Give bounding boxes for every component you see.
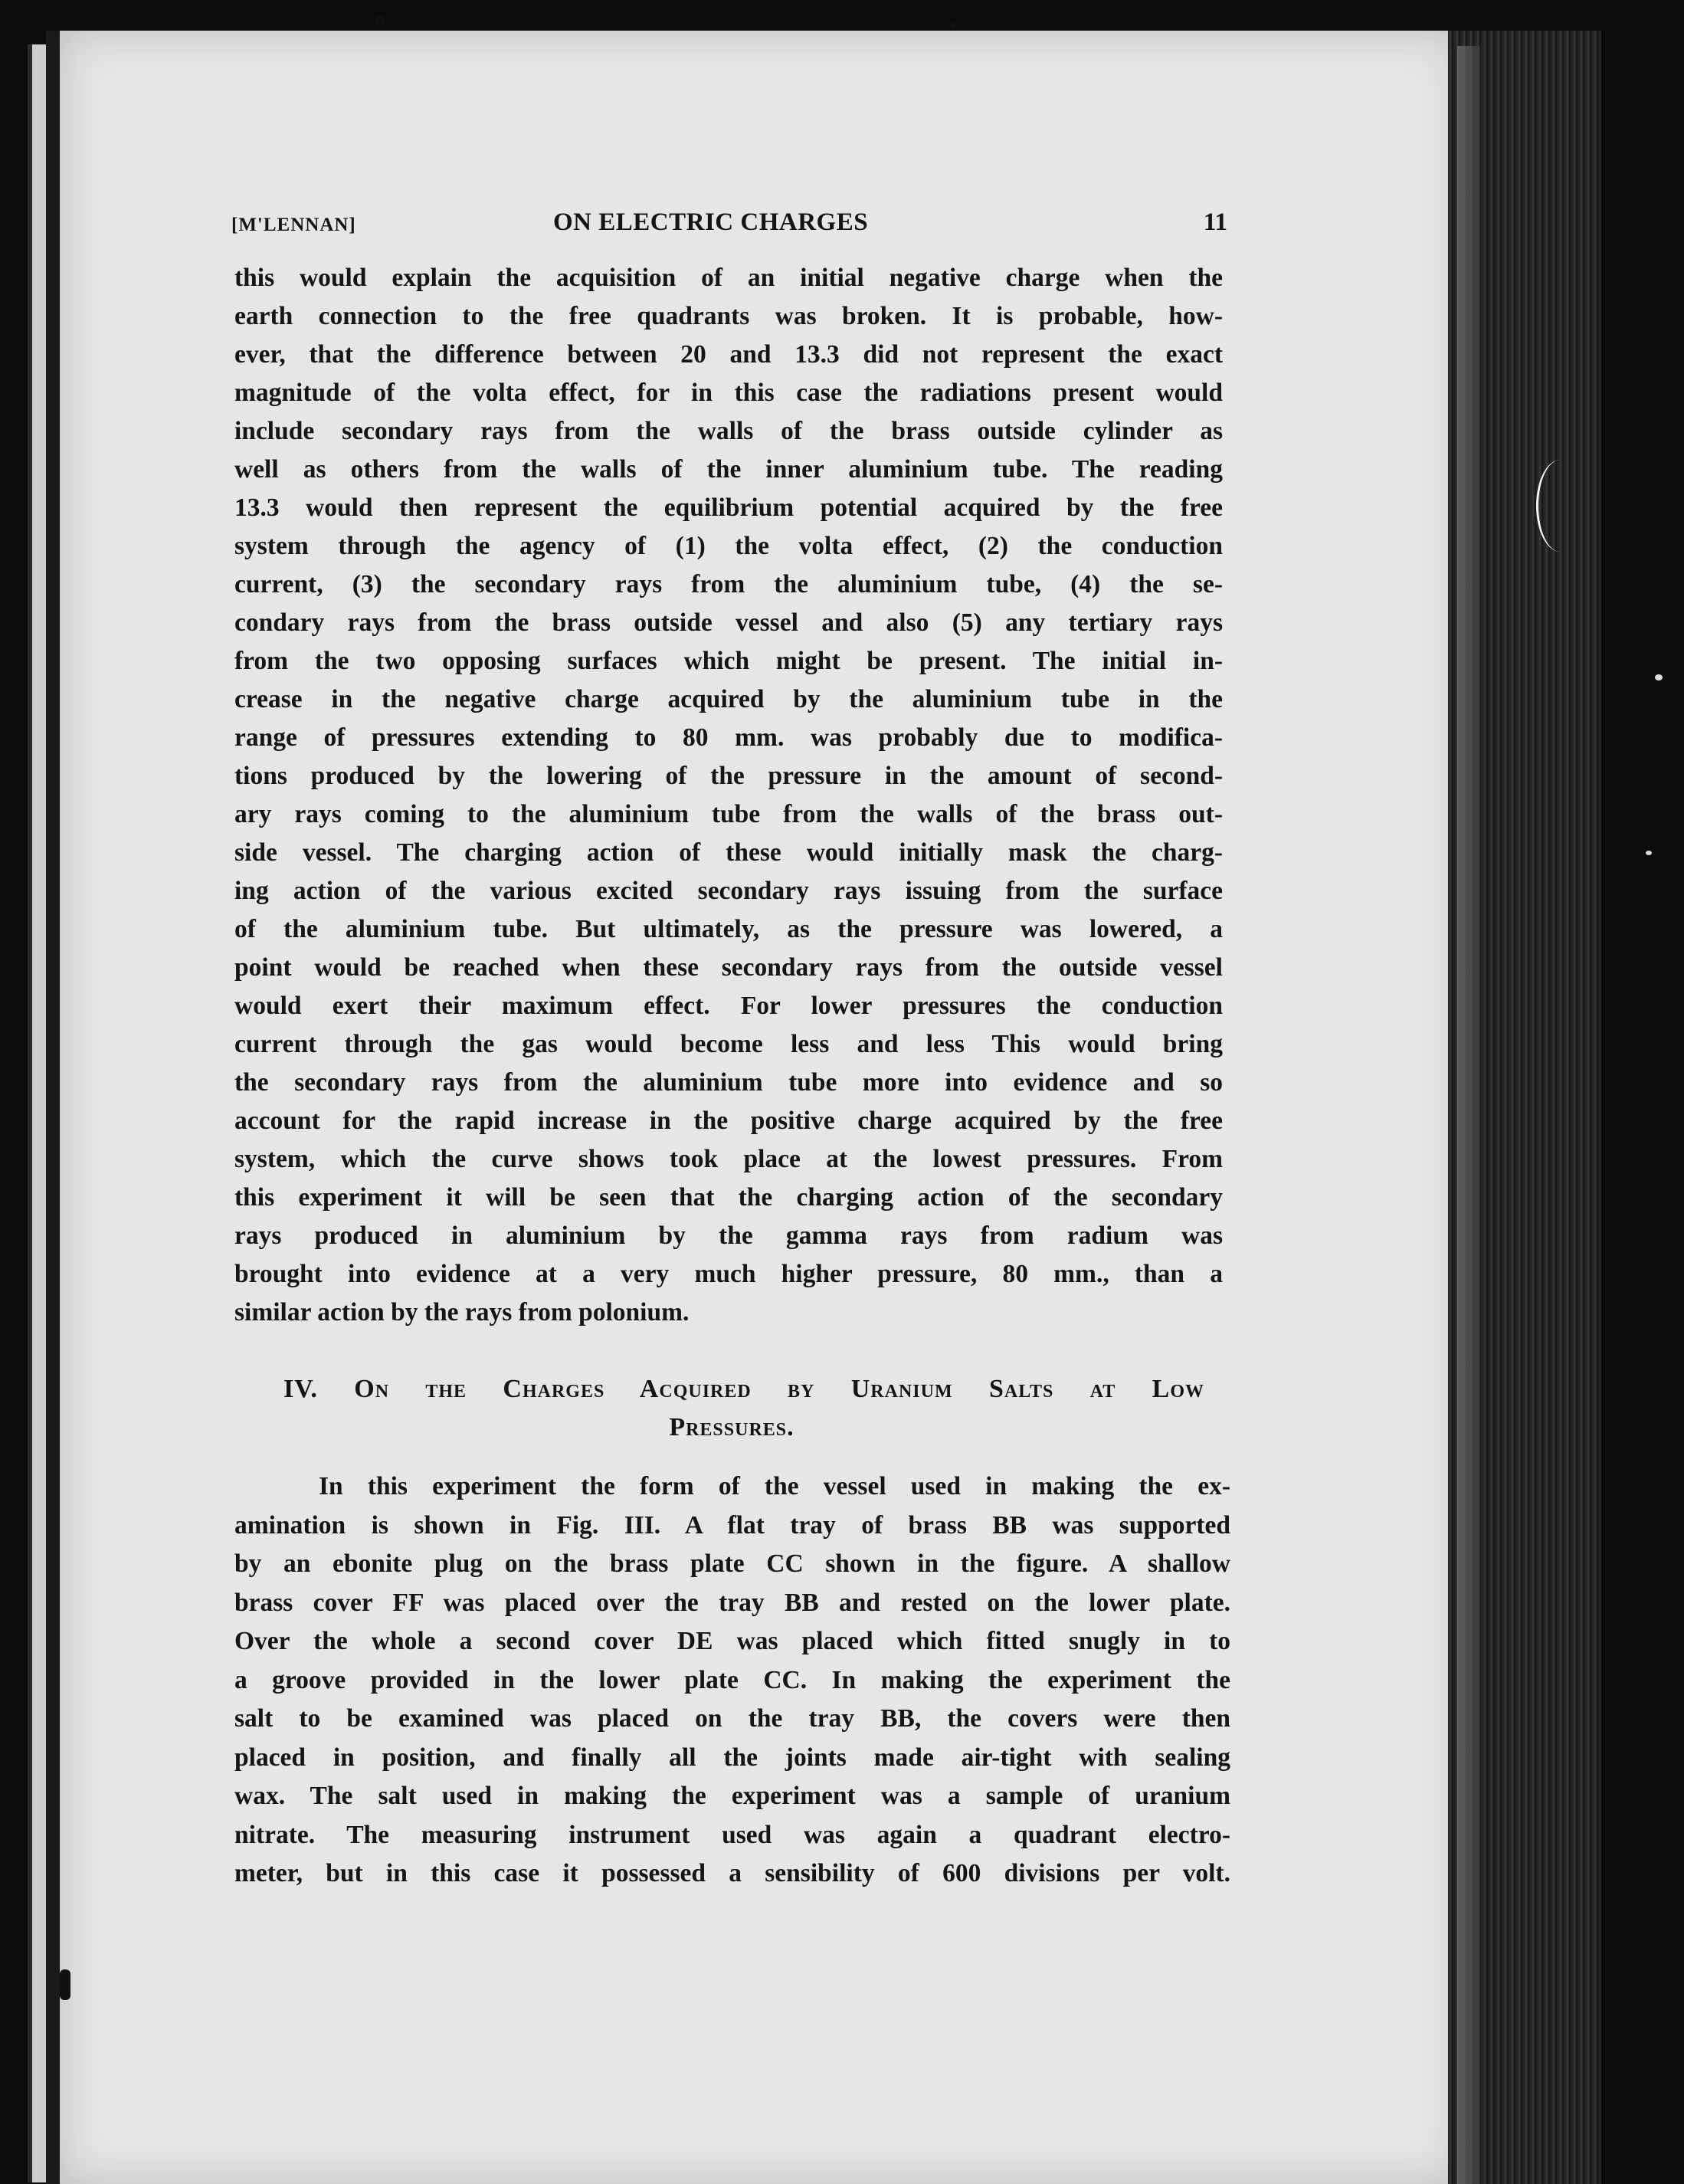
text-line: a groove provided in the lower plate CC. In making the experiment the — [234, 1665, 1230, 1694]
text-line: include secondary rays from the walls of the brass outside cylinder as — [234, 417, 1223, 445]
text-line: point would be reached when these secondary rays from the outside vessel — [234, 953, 1223, 982]
body-paragraph-2 — [234, 1467, 1230, 1894]
author-header: [M'LENNAN] — [231, 215, 356, 235]
text-line: magnitude of the volta effect, for in this case the radiations present would — [234, 379, 1223, 407]
text-line: amination is shown in Fig. III. A flat tray of brass BB was supported — [234, 1510, 1230, 1540]
text-line: meter, but in this case it possessed a sensibility of 600 divisions per volt. — [234, 1859, 1230, 1887]
text-line: salt to be examined was placed on the tray BB, the covers were then — [234, 1704, 1230, 1733]
body-paragraph-1 — [234, 259, 1223, 1332]
section-heading-line-2: Pressures. — [669, 1413, 794, 1441]
text-line: the secondary rays from the aluminium tube more into evidence and so — [234, 1068, 1223, 1097]
text-line: from the two opposing surfaces which might be present. The initial in- — [234, 647, 1223, 675]
book-gutter — [46, 31, 60, 2184]
text-line: nitrate. The measuring instrument used was again a quadrant electro- — [234, 1820, 1230, 1849]
text-line: brought into evidence at a very much higher pressure, 80 mm., than a — [234, 1260, 1223, 1288]
text-line: current, (3) the secondary rays from the aluminium tube, (4) the se- — [234, 570, 1223, 598]
text-line: 13.3 would then represent the equilibrium potential acquired by the free — [234, 494, 1223, 522]
text-line: side vessel. The charging action of these would initially mask the charg- — [234, 838, 1223, 867]
page-edge-highlight — [1457, 46, 1480, 2184]
scan-speck — [1646, 851, 1652, 855]
text-line: ever, that the difference between 20 and 13.3 did not represent the exact — [234, 340, 1223, 369]
top-dark-margin — [0, 0, 1684, 32]
text-line: this would explain the acquisition of an initial negative charge when the — [234, 264, 1223, 292]
scan-speck — [950, 23, 956, 29]
text-line: ary rays coming to the aluminium tube from the walls of the brass out- — [234, 800, 1223, 828]
scan-speck — [375, 15, 385, 26]
text-line: rays produced in aluminium by the gamma rays from radium was — [234, 1222, 1223, 1250]
text-line: this experiment it will be seen that the charging action of the secondary — [234, 1183, 1223, 1212]
text-line: earth connection to the free quadrants was broken. It is probable, how- — [234, 302, 1223, 330]
text-line: account for the rapid increase in the positive charge acquired by the free — [234, 1107, 1223, 1135]
running-header — [231, 208, 1227, 247]
text-line: range of pressures extending to 80 mm. was probably due to modifica- — [234, 723, 1223, 752]
text-line: of the aluminium tube. But ultimately, as the pressure was lowered, a — [234, 915, 1223, 943]
text-line: wax. The salt used in making the experiment was a sample of uranium — [234, 1782, 1230, 1810]
text-line: crease in the negative charge acquired by the aluminium tube in the — [234, 685, 1223, 713]
text-line: system, which the curve shows took place at the lowest pressures. From — [234, 1145, 1223, 1173]
text-line: well as others from the walls of the inner aluminium tube. The reading — [234, 455, 1223, 484]
section-heading-line-1: IV. On the Charges Acquired by Uranium Salts at Low — [283, 1375, 1204, 1403]
text-line: similar action by the rays from polonium. — [234, 1298, 690, 1326]
text-line: would exert their maximum effect. For lower pressures the conduction — [234, 992, 1223, 1020]
text-line: condary rays from the brass outside vessel and also (5) any tertiary rays — [234, 608, 1223, 637]
page-number: 11 — [1203, 208, 1227, 236]
text-line: current through the gas would become less and less This would bring — [234, 1030, 1223, 1058]
scan-scratch — [1536, 460, 1584, 552]
text-line: Over the whole a second cover DE was placed which fitted snugly in to — [234, 1627, 1230, 1655]
text-line: In this experiment the form of the vessel used in making the ex- — [319, 1472, 1230, 1500]
scan-speck — [1655, 674, 1663, 680]
text-line: ing action of the various excited secondary rays issuing from the surface — [234, 877, 1223, 905]
section-heading — [230, 1370, 1234, 1447]
text-line: tions produced by the lowering of the pressure in the amount of second- — [234, 762, 1223, 790]
text-line: system through the agency of (1) the volta effect, (2) the conduction — [234, 532, 1223, 560]
text-line: by an ebonite plug on the brass plate CC shown in the figure. A shallow — [234, 1549, 1230, 1578]
chapter-title-header: ON ELECTRIC CHARGES — [553, 208, 869, 236]
text-line: placed in position, and finally all the joints made air-tight with sealing — [234, 1743, 1230, 1772]
scan-speck — [60, 1969, 70, 2000]
text-line: brass cover FF was placed over the tray BB and rested on the lower plate. — [234, 1588, 1230, 1617]
